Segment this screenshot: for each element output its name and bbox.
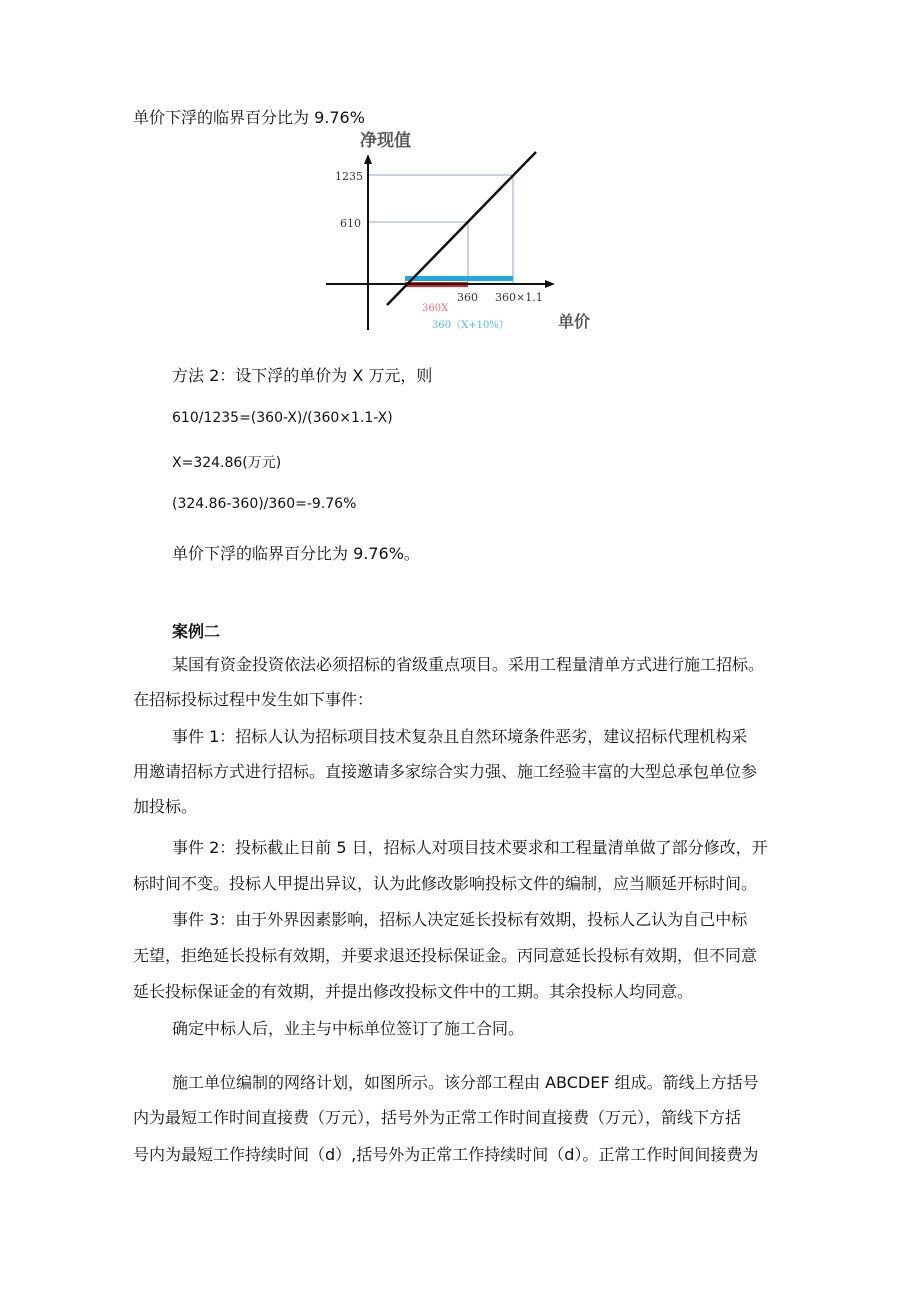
text-line: 方法 2：设下浮的单价为 X 万元，则 (172, 366, 433, 385)
text-line: 某国有资金投资依法必须招标的省级重点项目。采用工程量清单方式进行施工招标。 (172, 655, 765, 674)
x-tick-360: 360 (457, 291, 478, 304)
text-line: 用邀请招标方式进行招标。直接邀请多家综合实力强、施工经验丰富的大型总承包单位参 (133, 762, 758, 781)
equation: 610/1235=(360-X)/(360×1.1-X) (172, 410, 393, 426)
text-line: 事件 1：招标人认为招标项目技术复杂且自然环境条件恶劣，建议招标代理机构采 (172, 727, 748, 746)
text-line: 单价下浮的临界百分比为 9.76% (133, 108, 365, 127)
text-line: 在招标投标过程中发生如下事件： (133, 690, 374, 709)
text-line: 施工单位编制的网络计划，如图所示。该分部工程由 ABCDEF 组成。箭线上方括号 (172, 1073, 759, 1092)
text-line: 延长投标保证金的有效期，并提出修改投标文件中的工期。其余投标人均同意。 (133, 982, 694, 1001)
equation: (324.86-360)/360=-9.76% (172, 496, 357, 512)
text-line: 单价下浮的临界百分比为 9.76%。 (172, 544, 420, 563)
y-axis-arrow (364, 154, 372, 164)
red-range-label: 360X (422, 303, 449, 314)
text-line: 事件 3：由于外界因素影响，招标人决定延长投标有效期，投标人乙认为自己中标 (172, 910, 748, 929)
y-tick-610: 610 (340, 217, 361, 230)
blue-range-bar (405, 276, 513, 281)
section-heading: 案例二 (172, 622, 221, 641)
x-tick-360x1.1: 360×1.1 (495, 291, 543, 304)
text-line: 内为最短工作时间直接费（万元），括号外为正常工作时间直接费（万元），箭线下方括 (133, 1108, 742, 1127)
text-line: 标时间不变。投标人甲提出异议，认为此修改影响投标文件的编制，应当顺延开标时间。 (133, 874, 758, 893)
text-line: 事件 2：投标截止日前 5 日，招标人对项目技术要求和工程量清单做了部分修改，开 (172, 838, 768, 857)
text-line: 加投标。 (133, 797, 198, 816)
y-tick-1235: 1235 (335, 170, 363, 183)
equation: X=324.86(万元) (172, 455, 282, 471)
text-line: 无望，拒绝延长投标有效期，并要求退还投标保证金。丙同意延长投标有效期，但不同意 (133, 946, 758, 965)
x-axis-arrow (545, 280, 555, 288)
text-line: 号内为最短工作持续时间（d）,括号外为正常工作持续时间（d）。正常工作时间间接费为 (133, 1145, 759, 1164)
text-line: 确定中标人后，业主与中标单位签订了施工合同。 (172, 1019, 525, 1038)
y-axis-label: 净现值 (360, 131, 411, 151)
x-axis-label: 单价 (558, 312, 591, 331)
blue-range-label: 360（X+10%） (432, 320, 509, 331)
